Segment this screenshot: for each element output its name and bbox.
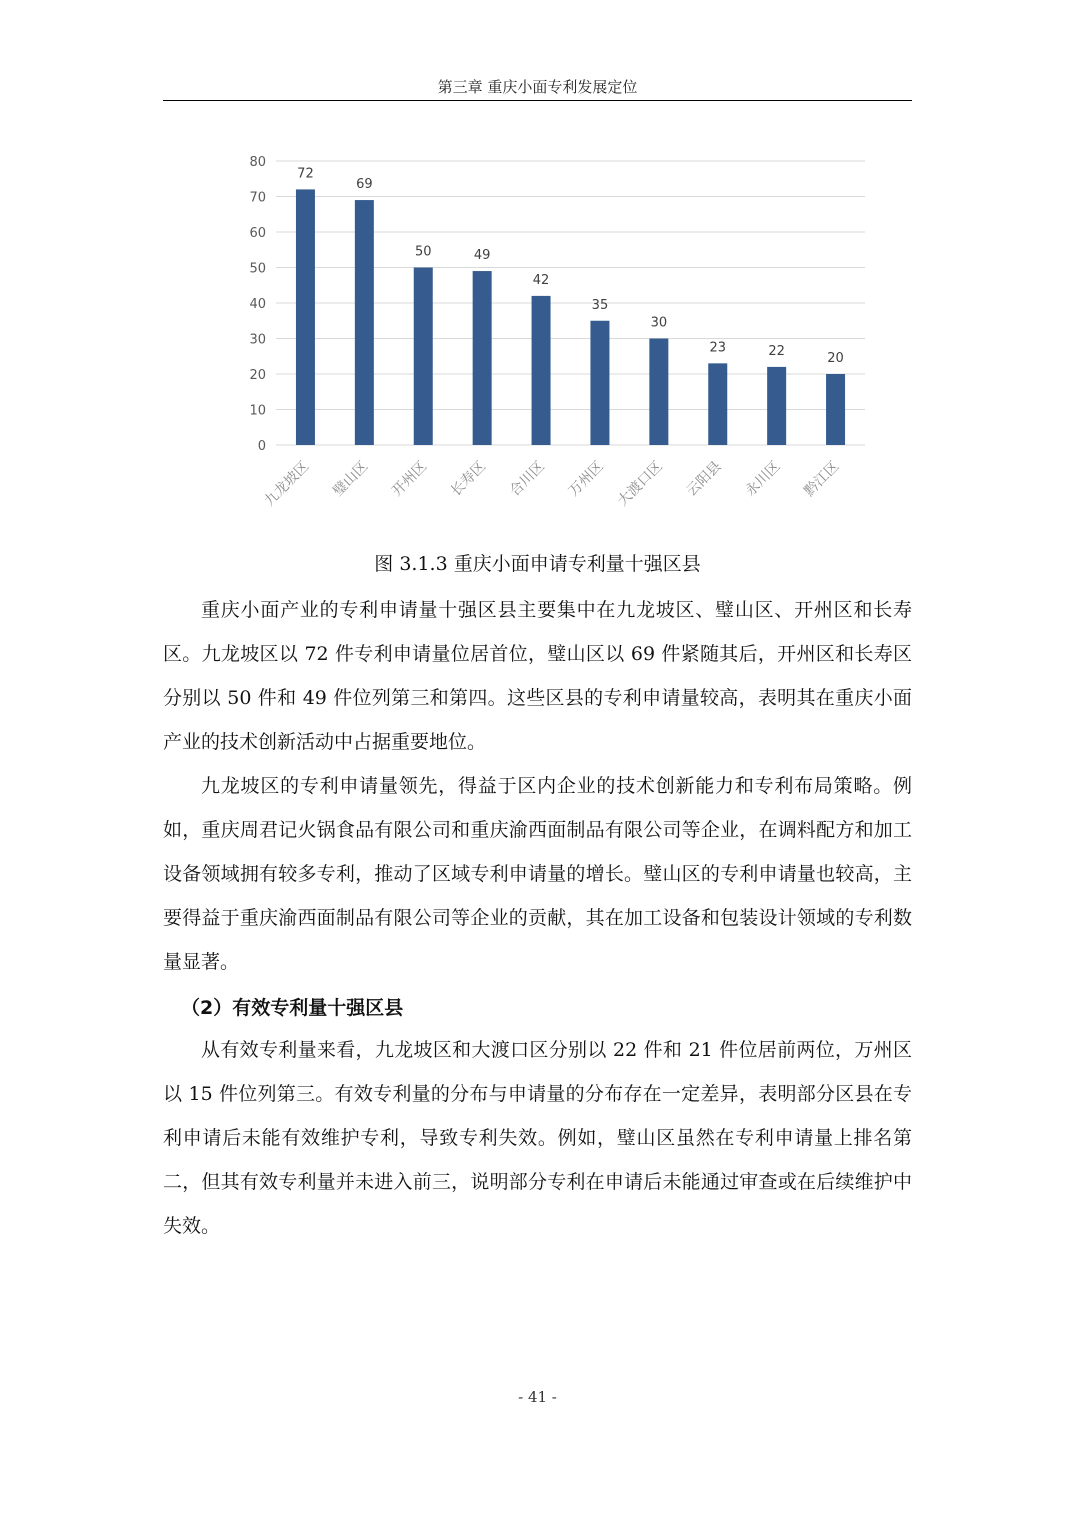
x-tick-label: 大渡口区	[614, 458, 666, 510]
paragraph: 从有效专利量来看，九龙坡区和大渡口区分别以 22 件和 21 件位居前两位，万州区以 15 件位列第三。有效专利量的分布与申请量的分布存在一定差异，表明部分区县在专利申请后未能有效维护专利，导致专利失效。例如，璧山区虽然在专利申请量上排名第二，但其有效专利量并未进入前三，说明部分专利在申请后未能通过审查或在后续维护中失效。	[163, 1039, 912, 1237]
y-tick-label: 70	[249, 190, 266, 206]
data-label: 50	[414, 244, 432, 260]
section-subheading: （2）有效专利量十强区县	[181, 997, 404, 1019]
x-tick-label: 永川区	[742, 458, 784, 500]
running-header: 第三章 重庆小面专利发展定位	[437, 78, 638, 96]
bar	[649, 339, 668, 446]
bar	[708, 363, 727, 445]
x-tick-label: 九龙坡区	[261, 458, 313, 510]
paragraph: 重庆小面产业的专利申请量十强区县主要集中在九龙坡区、璧山区、开州区和长寿区。九龙坡区以 72 件专利申请量位居首位，璧山区以 69 件紧随其后，开州区和长寿区分别以 50 件和 49 件位列第三和第四。这些区县的专利申请量较高，表明其在重庆小面产业的技术创新活动中占据重要地位。	[163, 599, 912, 753]
y-tick-label: 80	[249, 155, 266, 170]
bar	[296, 189, 315, 445]
y-tick-label: 20	[249, 368, 266, 383]
bar	[532, 296, 551, 445]
x-tick-label: 长寿区	[447, 458, 489, 500]
data-label: 22	[768, 343, 785, 359]
x-tick-label: 开州区	[389, 458, 431, 500]
page-number: - 41 -	[518, 1388, 557, 1406]
bar	[767, 367, 786, 445]
body-section-2	[163, 1028, 912, 1248]
x-tick-label: 合川区	[506, 458, 548, 500]
bar	[473, 271, 492, 445]
y-tick-label: 50	[249, 261, 266, 277]
figure-caption: 图 3.1.3 重庆小面申请专利量十强区县	[374, 553, 701, 575]
x-tick-label: 璧山区	[330, 458, 372, 500]
data-label: 49	[473, 248, 491, 264]
y-tick-label: 40	[249, 297, 266, 312]
data-label: 35	[591, 297, 609, 313]
data-label: 42	[532, 272, 550, 288]
y-tick-label: 0	[257, 439, 266, 454]
data-label: 23	[709, 340, 727, 356]
data-label: 30	[650, 315, 668, 331]
data-label: 20	[827, 351, 844, 366]
body-section-1	[163, 588, 912, 984]
data-label: 69	[356, 177, 373, 193]
data-label: 72	[297, 166, 314, 182]
x-tick-label: 黔江区	[801, 458, 843, 500]
bar-chart-svg	[230, 140, 880, 540]
y-tick-label: 10	[249, 403, 266, 419]
bar	[590, 321, 609, 445]
header-rule	[163, 100, 912, 101]
bar	[414, 268, 433, 446]
y-tick-label: 60	[249, 226, 266, 241]
x-tick-label: 万州区	[565, 458, 607, 500]
y-tick-label: 30	[249, 332, 266, 348]
bar	[355, 200, 374, 445]
x-tick-label: 云阳县	[683, 458, 725, 500]
bar-chart	[230, 140, 880, 540]
paragraph: 九龙坡区的专利申请量领先，得益于区内企业的技术创新能力和专利布局策略。例如，重庆周君记火锅食品有限公司和重庆渝西面制品有限公司等企业，在调料配方和加工设备领域拥有较多专利，推动了区域专利申请量的增长。璧山区的专利申请量也较高，主要得益于重庆渝西面制品有限公司等企业的贡献，其在加工设备和包装设计领域的专利数量显著。	[163, 775, 912, 973]
bar	[826, 374, 845, 445]
